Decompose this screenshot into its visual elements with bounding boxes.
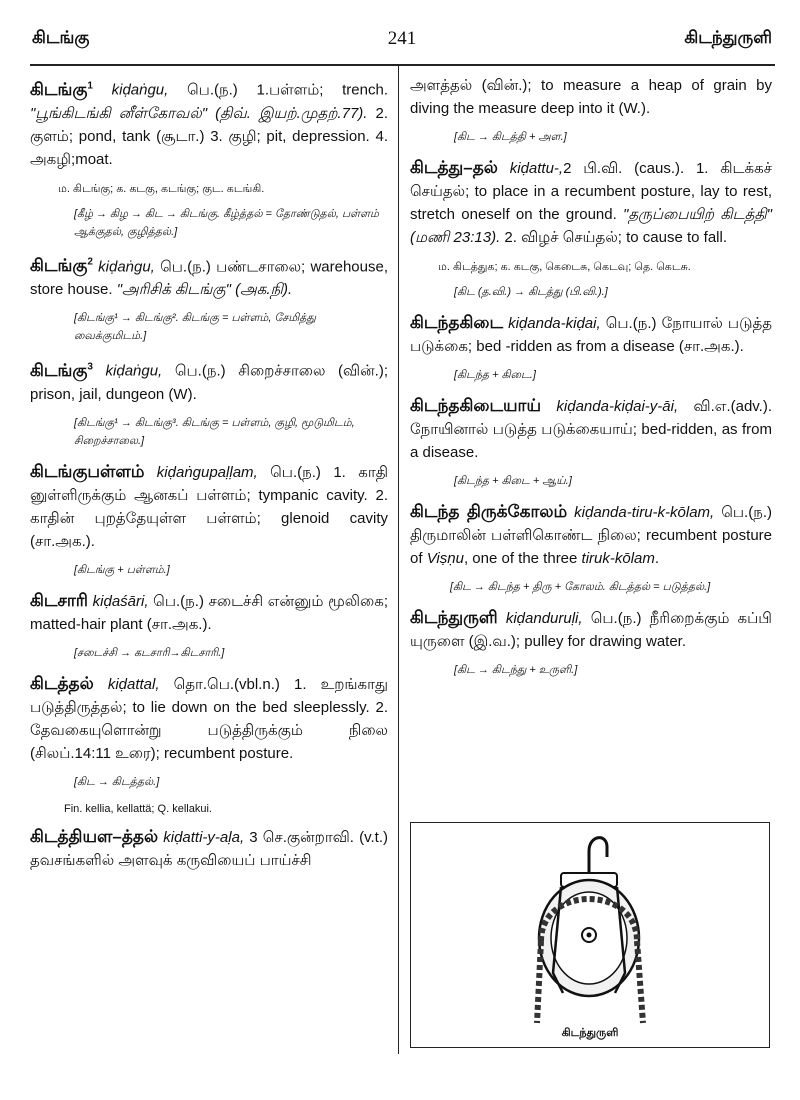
dictionary-entry [410, 156, 772, 249]
definition-text: . [654, 550, 660, 567]
etymology-line: [கிட → கிடத்தல்.] [74, 775, 160, 788]
transliteration: kiḍattal, [107, 675, 160, 693]
etymology-line: [கிட → கிடந்த + திரு + கோலம். கிடத்தல் = படுத்தல்.] [450, 581, 711, 593]
transliteration: kiḍanda-kiḍai-y-āi, [556, 398, 679, 415]
etymology-line: [கிடங்கு¹ → கிடங்கு². கிடங்கு = பள்ளம், சேமித்து வைக்குமிடம்.] [74, 312, 316, 343]
definition-text: பெ.(ந.) 1.பள்ளம்; trench. [168, 81, 388, 99]
quotation: "அரிசிக் கிடங்கு" (அக.நி). [116, 281, 293, 299]
etymology-line: [சடைச்சி → கடசாரி→கிடசாரி.] [74, 646, 225, 659]
headword: கிடங்கு$^2$ [30, 256, 93, 276]
headword: கிடசாரி [30, 590, 88, 610]
right-column [410, 74, 772, 689]
headword: கிடங்கு$^3$ [30, 360, 93, 380]
dictionary-entry [30, 355, 388, 406]
transliteration: kiḍanda-tiru-k-kōlam, [574, 504, 715, 521]
transliteration: kiḍaṅgu, [111, 81, 169, 99]
etymology-line: [கிட (த.வி.) → கிடத்து (பி.வி.).] [454, 286, 608, 298]
transliteration: kiḍaṅgu, [98, 258, 155, 276]
transliteration: kiḍaṅgu, [105, 362, 163, 380]
transliteration: kiḍanda-kiḍai, [508, 315, 601, 332]
definition-text: பெ.(ந.) 1. காதி னுள்ளிருக்கும் ஆனகப் பள்ளம்; tympanic cavity. 2. காதின் புறத்தேயுள்ள பள்ளம்; glenoid cavity (சா.அக.). [30, 463, 388, 550]
cognates-line: Fin. kellia, kellattä; Q. kellakui. [64, 802, 212, 815]
cognates-line: ம. கிடத்துக; க. கடகு, கெடைசு, கெடவு; தெ. கெடசு. [438, 261, 691, 273]
definition-text: பெ.(ந.) பண்டசாலை; warehouse, store house. [30, 258, 388, 299]
dictionary-entry [30, 251, 388, 302]
italic-term: Viṣṇu [426, 550, 464, 567]
definition-text: 2 பி.வி. (caus.). 1. கிடக்கச் செய்தல்; to place in a recumbent posture, lay to rest, stretch oneself on the ground. [410, 160, 772, 223]
headword: கிடத்தல் [30, 673, 94, 693]
dictionary-entry [30, 74, 388, 171]
headword: கிடந்தகிடையாய் [410, 396, 542, 415]
etymology-line: [கிடந்த + கிடை + ஆய்.] [454, 475, 572, 487]
definition-text: பெ.(ந.) சிறைச்சாலை (வின்.); prison, jail, dungeon (W). [30, 362, 388, 403]
definition-text: தொ.பெ.(vbl.n.) 1. உறங்காது படுத்திருத்தல்; to lie down on the bed sleeplessly. 2. தேவகையுளொன்று படுத்திருக்கும் நிலை (சிலப்.14:11 உரை); recumbent posture. [30, 675, 388, 762]
definition-text: வி.எ.(adv.). நோயினால் படுத்த படுக்கையாய்; bed-ridden, as from a disease. [410, 398, 773, 461]
definition-text: , one of the three [463, 550, 582, 567]
transliteration: kiḍatti-y-aḷa, [163, 828, 245, 846]
transliteration: kiḍaśāri, [92, 592, 149, 610]
dictionary-entry [410, 500, 772, 570]
cognates-line: ம. கிடங்கு; க. கடகு, கடங்கு; குட. கடங்கி. [58, 182, 265, 195]
header-rule [30, 64, 775, 66]
headword: கிடந்துருளி [410, 608, 498, 627]
headword: கிடந்தகிடை [410, 313, 503, 332]
etymology-line: [கிடங்கு + பள்ளம்.] [74, 563, 170, 576]
etymology-line: [கீழ் → கிழ → கிட → கிடங்கு. கீழ்த்தல் = தோண்டுதல், பள்ளம் ஆக்குதல், குழித்தல்.] [74, 207, 379, 238]
column-divider [398, 66, 399, 1054]
figure-caption: கிடந்துருளி [561, 1027, 619, 1039]
page-number: 241 [387, 28, 417, 49]
headword: கிடந்த திருக்கோலம் [410, 502, 568, 521]
header-right-guideword: கிடந்துருளி [684, 28, 772, 47]
definition-text: பெ.(ந.) திருமாலின் பள்ளிகொண்ட நிலை; recumbent posture of [410, 504, 772, 567]
headword: கிடங்கு$^1$ [30, 79, 93, 99]
headword: கிடங்குபள்ளம் [30, 461, 145, 481]
dictionary-entry [410, 606, 772, 653]
transliteration: kiḍanduruḷi, [505, 610, 583, 627]
definition-text: பெ.(ந.) சடைச்சி என்னும் மூலிகை; matted-hair plant (சா.அக.). [30, 592, 388, 633]
definition-text: 2. விழச் செய்தல்; to cause to fall. [500, 229, 727, 246]
quotation: "தருப்பையிற் கிடத்தி" (மணி 23:13). [410, 206, 772, 246]
headword: கிடத்து–தல் [410, 158, 498, 177]
header-left-guideword: கிடங்கு [32, 28, 90, 47]
dictionary-entry [410, 311, 772, 358]
quotation: "பூங்கிடங்கி னீள்கோவல்" (திவ். இயற்.முதற்.77). [30, 104, 368, 122]
etymology-line: [கிடந்த + கிடை.] [454, 369, 536, 381]
left-column [30, 74, 388, 872]
transliteration: kiḍattu-, [509, 160, 564, 177]
dictionary-entry [410, 394, 772, 464]
definition-text: 2. குளம்; pond, tank (சூடா.) 3. குழி; pit, depression. 4. அகழி;moat. [30, 104, 388, 168]
etymology-line: [கிட → கிடத்தி + அள.] [454, 131, 567, 143]
definition-text: அளத்தல் (வின்.); to measure a heap of grain by diving the measure deep into it (W.). [410, 77, 772, 117]
headword: கிடத்தியள–த்தல் [30, 826, 159, 846]
entry-continuation [410, 74, 772, 120]
pulley-illustration [411, 823, 768, 1046]
etymology-line: [கிடங்கு¹ → கிடங்கு³. கிடங்கு = பள்ளம், குழி, மூடுமிடம், சிறைச்சாலை.] [74, 416, 355, 447]
definition-text: பெ.(ந.) நீரிறைக்கும் கப்பி யுருளை (இ.வ.); pulley for drawing water. [410, 610, 772, 650]
etymology-line: [கிட → கிடந்து + உருளி.] [454, 664, 578, 676]
transliteration: kiḍaṅgupaḷḷam, [156, 463, 258, 481]
pulley-figure [410, 822, 770, 1048]
dictionary-entry [30, 460, 388, 553]
definition-text: பெ.(ந.) நோயால் படுத்த படுக்கை; bed -ridden as from a disease (சா.அக.). [410, 315, 772, 355]
page-header [32, 22, 772, 62]
dictionary-entry [30, 825, 388, 872]
dictionary-entry [30, 589, 388, 636]
italic-term: tiruk-kōlam [581, 550, 655, 567]
dictionary-entry [30, 672, 388, 765]
definition-text: 3 செ.குன்றாவி. (v.t.) தவசங்களில் அளவுக் கருவியைப் பாய்ச்சி [30, 828, 388, 869]
